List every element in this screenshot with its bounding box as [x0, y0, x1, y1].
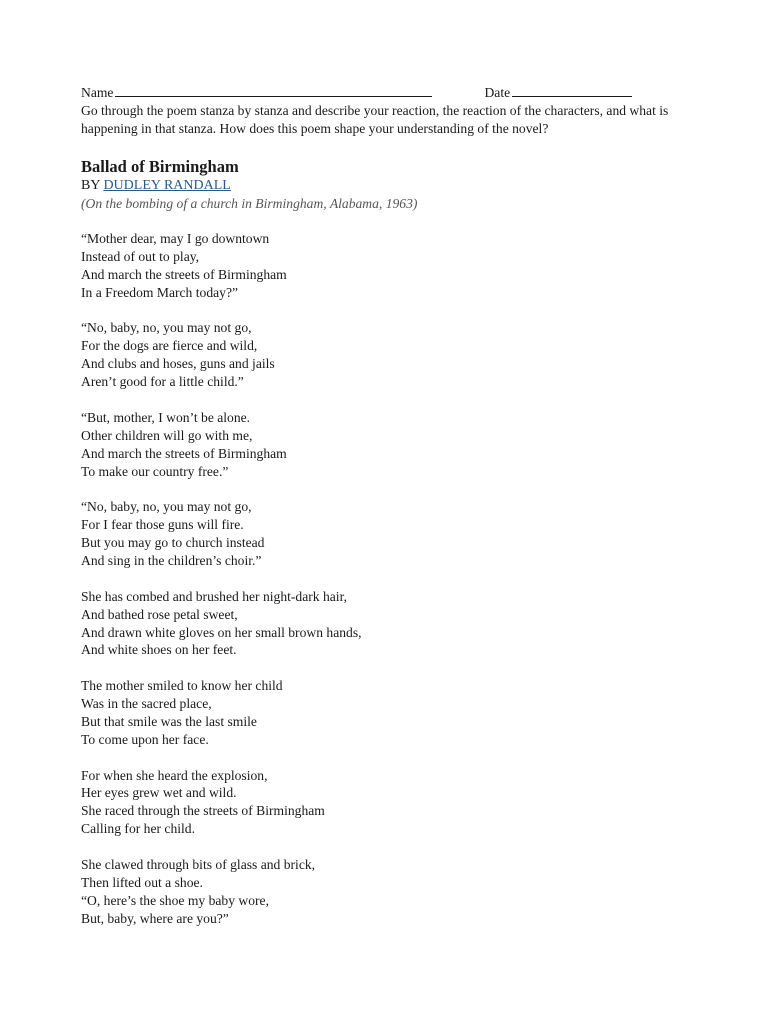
- name-blank-line: [115, 84, 432, 97]
- poem-title: Ballad of Birmingham: [81, 157, 239, 176]
- stanza: [81, 856, 701, 928]
- poem-body: [81, 230, 701, 928]
- poem-line: She raced through the streets of Birmingham: [81, 803, 325, 819]
- poem-line: And bathed rose petal sweet,: [81, 606, 238, 622]
- poem-line: Aren’t good for a little child.”: [81, 374, 244, 390]
- worksheet-page: [81, 84, 701, 945]
- poem-line: And white shoes on her feet.: [81, 642, 237, 658]
- poem-line: Other children will go with me,: [81, 427, 253, 443]
- poem-line: But, baby, where are you?”: [81, 910, 229, 926]
- poem-line: And sing in the children’s choir.”: [81, 552, 262, 568]
- stanza: [81, 230, 701, 302]
- stanza: [81, 498, 701, 570]
- poem-line: For the dogs are fierce and wild,: [81, 338, 258, 354]
- poem-line: And march the streets of Birmingham: [81, 266, 287, 282]
- poem-line: But you may go to church instead: [81, 535, 265, 551]
- poem-line: “Mother dear, may I go downtown: [81, 231, 270, 246]
- byline-prefix: BY: [81, 178, 100, 193]
- poem-line: And clubs and hoses, guns and jails: [81, 356, 275, 372]
- stanza: [81, 319, 701, 391]
- stanza: [81, 677, 701, 749]
- poem-line: Calling for her child.: [81, 821, 196, 837]
- poem-line: “No, baby, no, you may not go,: [81, 320, 252, 336]
- poem-line: To come upon her face.: [81, 731, 209, 747]
- date-blank-line: [512, 84, 632, 97]
- date-label: Date: [484, 85, 511, 100]
- poem-subtitle: (On the bombing of a church in Birmingham, Alabama, 1963): [81, 196, 418, 211]
- instructions-text: Go through the poem stanza by stanza and describe your reaction, the reaction of the characters, and what is happening in that stanza. How does this poem shape your understanding of the novel?: [81, 103, 669, 136]
- name-label: Name: [81, 85, 114, 100]
- stanza: [81, 767, 701, 839]
- poem-line: “But, mother, I won’t be alone.: [81, 409, 251, 425]
- poem-line: For I fear those guns will fire.: [81, 517, 244, 533]
- poem-line: “No, baby, no, you may not go,: [81, 499, 252, 515]
- header-line: [81, 84, 701, 102]
- stanza: [81, 588, 701, 660]
- poem-line: She has combed and brushed her night-dark hair,: [81, 588, 347, 604]
- poem-line: In a Freedom March today?”: [81, 284, 239, 300]
- author-link[interactable]: DUDLEY RANDALL: [103, 178, 231, 193]
- poem-byline: [81, 177, 701, 195]
- poem-line: Was in the sacred place,: [81, 696, 212, 712]
- poem-line: But that smile was the last smile: [81, 713, 257, 729]
- poem-line: And drawn white gloves on her small brown hands,: [81, 624, 362, 640]
- poem-line: To make our country free.”: [81, 463, 229, 479]
- poem-line: The mother smiled to know her child: [81, 678, 283, 694]
- poem-line: “O, here’s the shoe my baby wore,: [81, 892, 269, 908]
- poem-line: And march the streets of Birmingham: [81, 445, 287, 461]
- poem-line: For when she heard the explosion,: [81, 767, 268, 783]
- poem-line: Her eyes grew wet and wild.: [81, 785, 237, 801]
- poem-line: Then lifted out a shoe.: [81, 874, 203, 890]
- poem-line: She clawed through bits of glass and brick,: [81, 856, 316, 872]
- poem-line: Instead of out to play,: [81, 248, 200, 264]
- stanza: [81, 409, 701, 481]
